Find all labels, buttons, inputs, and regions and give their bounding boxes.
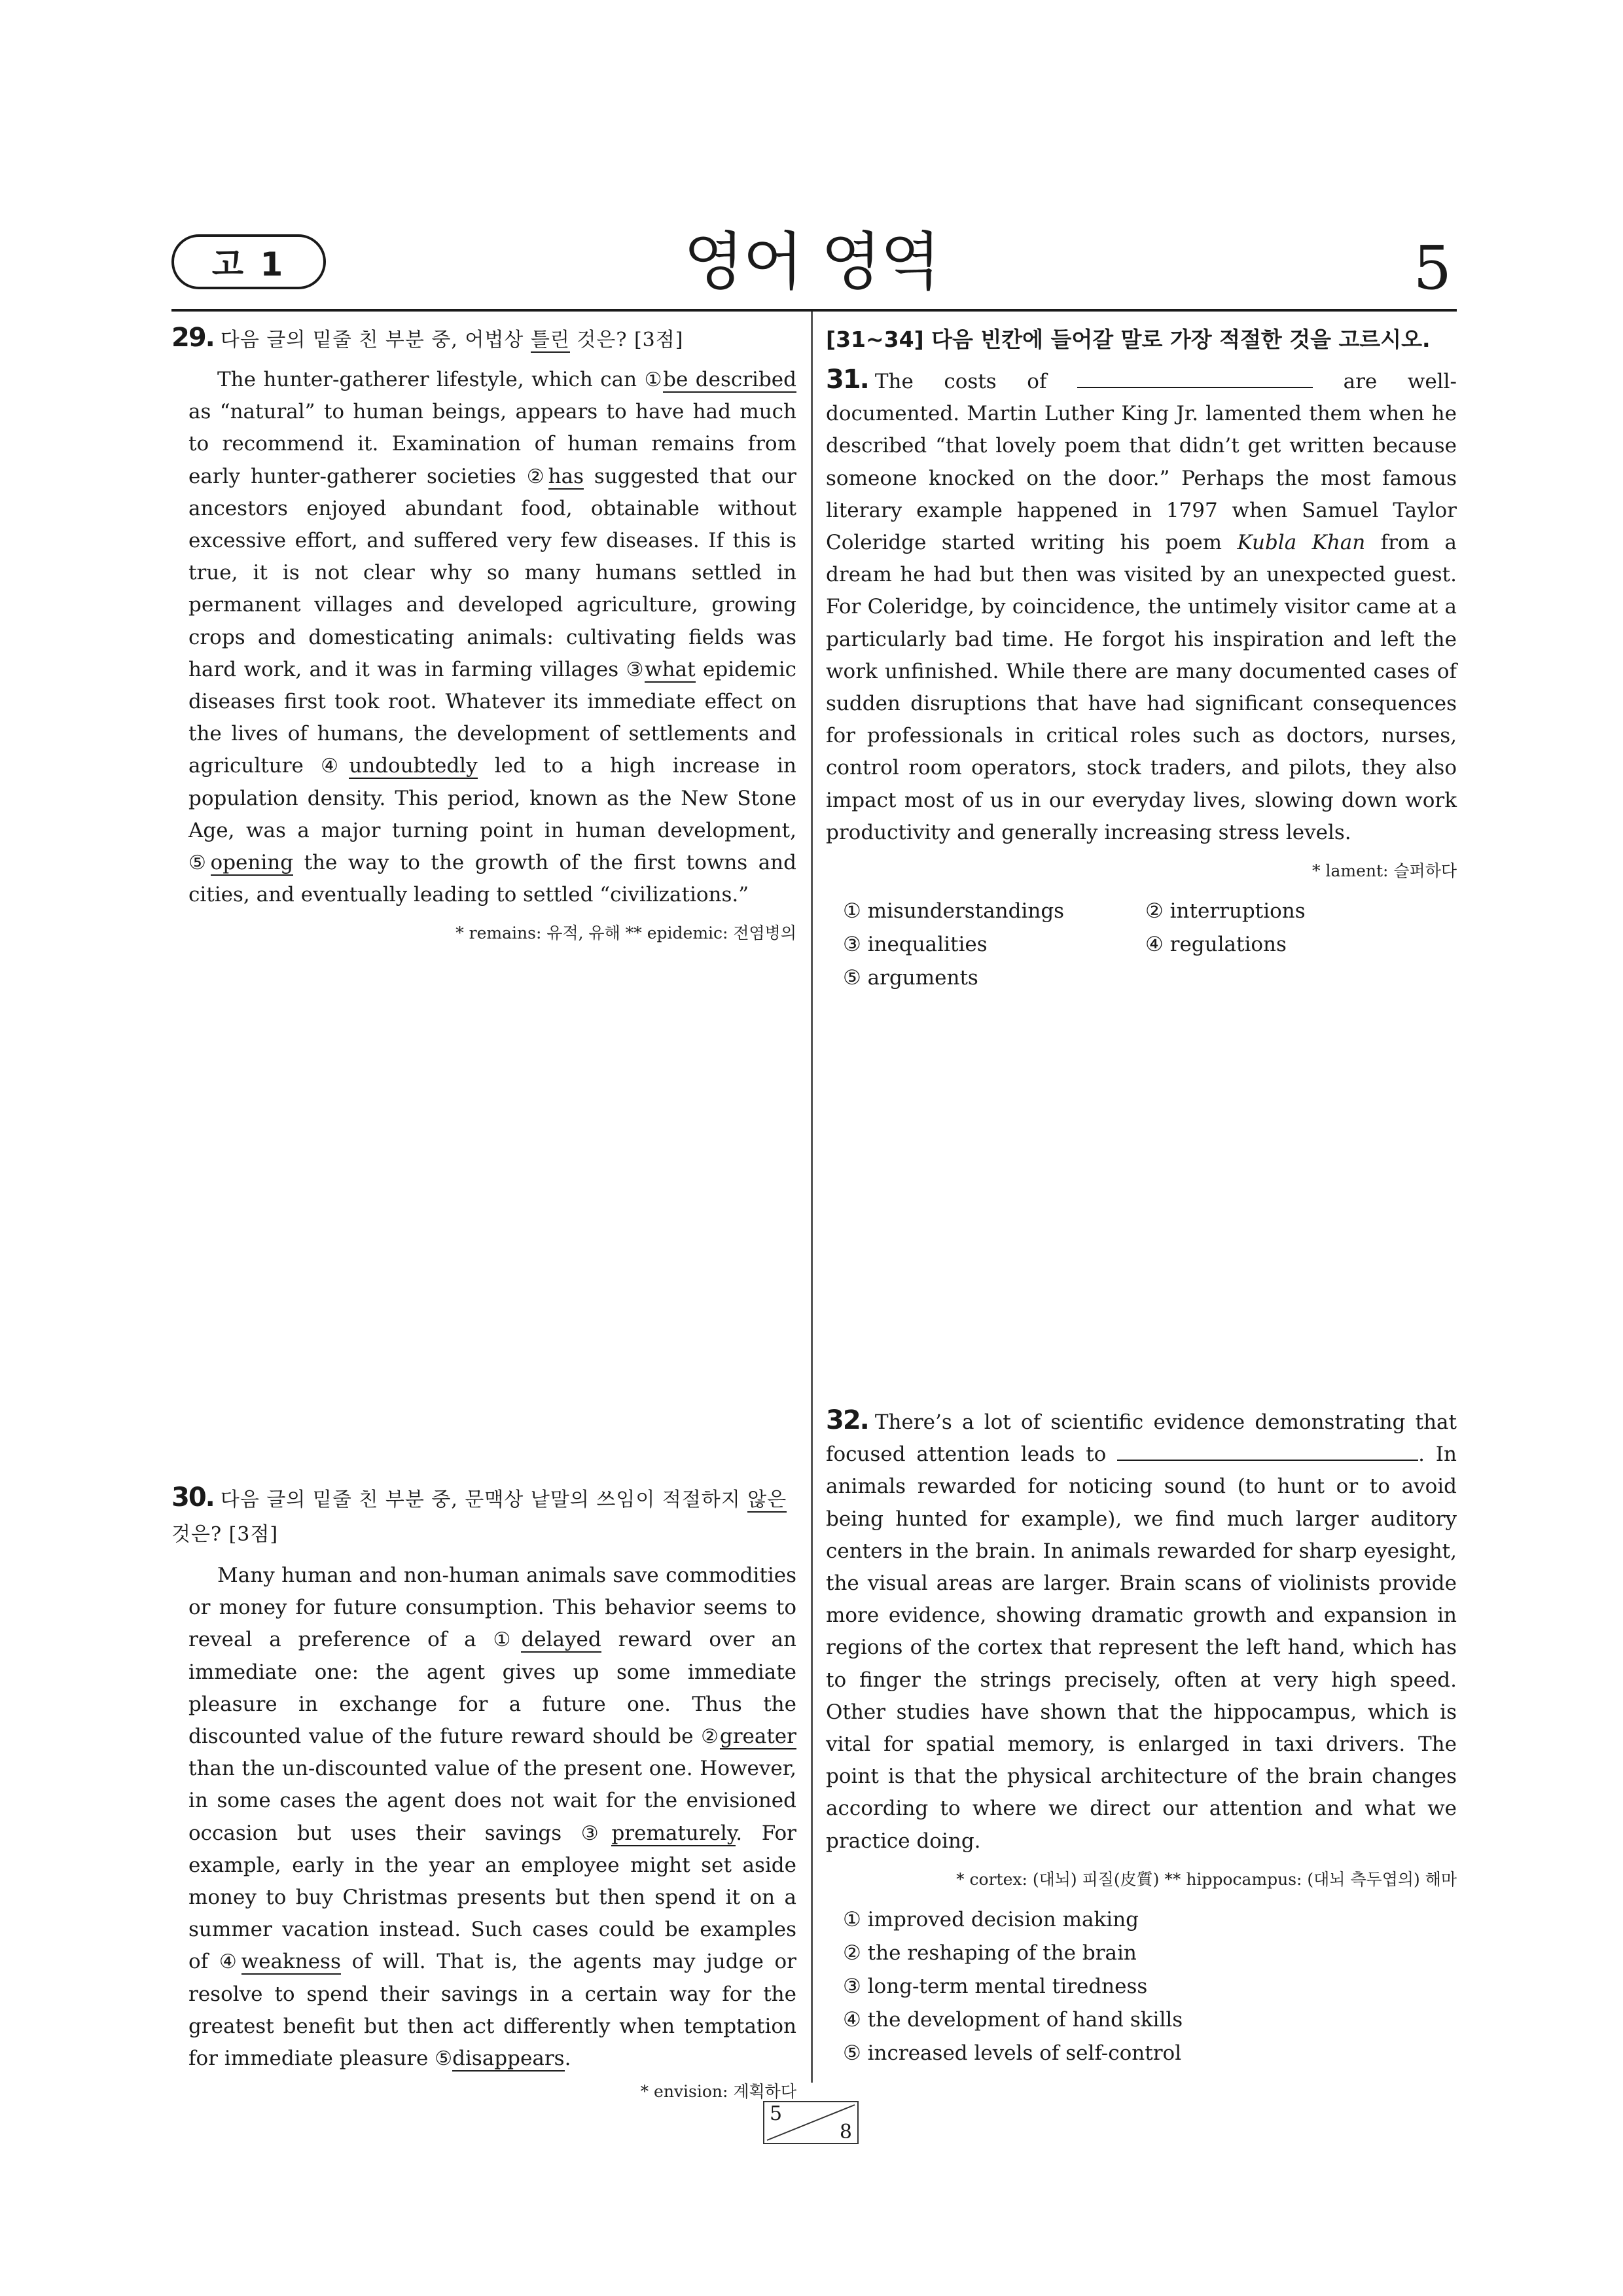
section-heading: [31~34] 다음 빈칸에 들어갈 말로 가장 적절한 것을 고르시오. (826, 327, 1431, 352)
page-indicator (763, 2101, 859, 2144)
question-29-heading (171, 322, 796, 356)
answer-blank (1117, 1440, 1418, 1461)
question-instruction: 다음 글의 밑줄 친 부분 중, 문맥상 낱말의 쓰임이 적절하지 않은 것은? [3점] (171, 1488, 787, 1546)
underlined-choice-2: has (548, 464, 584, 488)
question-30-passage: Many human and non-human animals save commodities or money for future consumption. This behavior seems to reveal a preference of a ①delayed reward over an immediate one: the agent gives up some immediate pleasure in exchange for a future one. Thus the discounted value of the future reward should be ②greater than the un-discounted value of the present one. However, in some cases the agent does not wait for the envisioned occasion but uses their savings ③prematurely. For example, early in the year an employee might set aside money to buy Christmas presents but then spend it on a summer vacation instead. Such cases could be examples of ④weakness of will. That is, the agents may judge or resolve to spend their savings in a certain way for the greatest benefit but then act differently when temptation for immediate pleasure ⑤disappears. (188, 1564, 796, 2071)
question-29-passage: The hunter-gatherer lifestyle, which can ①be described as “natural” to human beings, appears to have had much to recommend it. Examination of human remains from early hunter-gatherer societies ②has suggested that our ancestors enjoyed abundant food, obtainable without excessive effort, and suffered very few diseases. If this is true, it is not clear why so many humans settled in permanent villages and developed agriculture, growing crops and domesticating animals: cultivating fields was hard work, and it was in farming villages ③what epidemic diseases first took root. Whatever its immediate effect on the lives of humans, the development of settlements and agriculture ④undoubtedly led to a high increase in population density. This period, known as the New Stone Age, was a major turning point in human development, ⑤opening the way to the growth of the first towns and cities, and eventually leading to settled “civilizations.” (188, 368, 796, 907)
underlined-choice-1: be described (663, 368, 796, 391)
underlined-choice-2: greater (719, 1725, 796, 1749)
question-30 (171, 1480, 796, 2105)
question-instruction: 다음 글의 밑줄 친 부분 중, 어법상 틀린 것은? [3점] (220, 329, 684, 351)
question-29-footnote: * remains: 유적, 유해 ** epidemic: 전염병의 (455, 924, 796, 943)
question-32-footnote: * cortex: (대뇌) 피질(皮質) ** hippocampus: (대뇌 측두엽의) 해마 (956, 1869, 1457, 1889)
total-pages: 8 (839, 2121, 852, 2144)
question-31-footnote: * lament: 슬퍼하다 (1312, 861, 1457, 881)
question-31-passage: 31. The costs of are well-documented. Martin Luther King Jr. lamented them when he described “that lovely poem that didn’t get written because someone knocked on the door.” Perhaps the most famous literary example happened in 1797 when Samuel Taylor Coleridge started writing his poem Kubla Khan from a dream he had but then was visited by an unexpected guest. For Coleridge, by coincidence, the untimely visitor came at a particularly bad time. He forgot his inspiration and left the work unfinished. While there are many documented cases of sudden disruptions that have had significant consequences for professionals in critical roles such as doctors, nurses, control room operators, stock traders, and pilots, they also impact most of us in our everyday lives, slowing down work productivity and generally increasing stress levels. (826, 365, 1457, 844)
option-2[interactable]: ② the reshaping of the brain (843, 1941, 1137, 1965)
question-32-options (843, 1903, 1457, 2070)
option-2[interactable]: ② interruptions (1145, 899, 1306, 924)
question-number: 29. (171, 323, 214, 353)
underlined-choice-3: prematurely (611, 1821, 736, 1845)
underlined-choice-4: undoubtedly (349, 754, 478, 778)
underlined-choice-5: opening (210, 851, 294, 875)
underlined-choice-1: delayed (521, 1628, 601, 1652)
underlined-choice-3: what (645, 657, 696, 681)
option-5[interactable]: ⑤ arguments (843, 966, 978, 990)
page-number: 5 (1413, 233, 1452, 303)
option-3[interactable]: ③ inequalities (843, 933, 988, 957)
question-number: 30. (171, 1482, 214, 1513)
option-1[interactable]: ① misunderstandings (843, 899, 1065, 924)
answer-blank (1077, 367, 1313, 388)
question-31-options (843, 895, 1457, 995)
question-number: 32. (826, 1405, 868, 1435)
question-32 (826, 1405, 1457, 2070)
question-31 (826, 323, 1457, 995)
option-4[interactable]: ④ regulations (1145, 933, 1287, 957)
current-page: 5 (770, 2102, 783, 2125)
column-divider (811, 312, 813, 2083)
grade-badge: 고 1 (171, 234, 326, 289)
option-5[interactable]: ⑤ increased levels of self-control (843, 2041, 1182, 2065)
underlined-choice-5: disappears (452, 2047, 565, 2071)
option-4[interactable]: ④ the development of hand skills (843, 2007, 1183, 2032)
question-30-heading (171, 1480, 796, 1552)
question-30-footnote: * envision: 계획하다 (640, 2082, 796, 2102)
header-rule (171, 309, 1457, 312)
question-32-passage: 32. There’s a lot of scientific evidence demonstrating that focused attention leads to . In animals rewarded for noticing sound (to hunt or to avoid being hunted for example), we find much larger auditory centers in the brain. In animals rewarded for sharp eyesight, the visual areas are larger. Brain scans of violinists provide more evidence, showing dramatic growth and expansion in regions of the cortex that represent the left hand, which has to finger the strings precisely, often at very high speed. Other studies have shown that the hippocampus, which is vital for spatial memory, is enlarged in taxi drivers. The point is that the physical architecture of the brain changes according to where we direct our attention and what we practice doing. (826, 1405, 1457, 1853)
subject-title: 영어 영역 (683, 225, 940, 298)
option-1[interactable]: ① improved decision making (843, 1907, 1139, 1931)
option-3[interactable]: ③ long-term mental tiredness (843, 1974, 1148, 1998)
question-29 (171, 322, 796, 946)
question-number: 31. (826, 365, 868, 395)
underlined-choice-4: weakness (241, 1950, 341, 1974)
